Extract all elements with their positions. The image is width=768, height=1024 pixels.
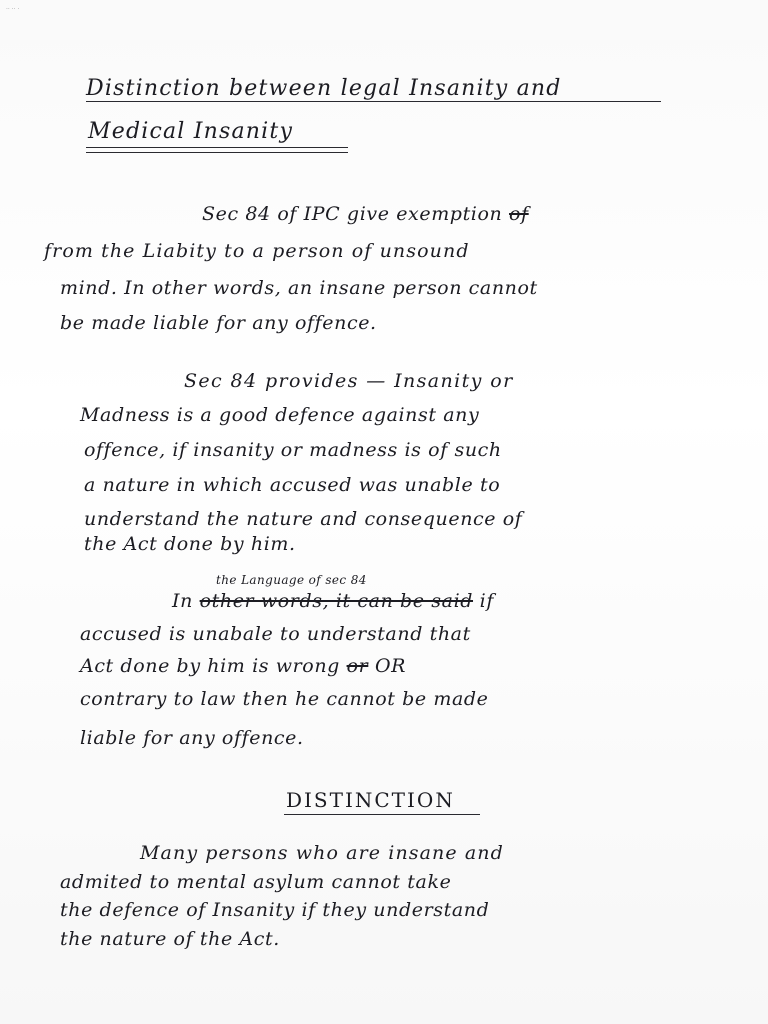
- title-underline-2: [86, 147, 348, 148]
- para4-line-2: admited to mental asylum cannot take: [60, 871, 452, 893]
- para2-line-1: Sec 84 provides — Insanity or: [184, 370, 514, 392]
- title-line-1: Distinction between legal Insanity and: [86, 76, 562, 101]
- para3-line-1: [172, 590, 494, 612]
- para3-line-3-b: OR: [374, 655, 407, 677]
- para3-struck-text: other words, it can be said: [199, 590, 474, 612]
- para3-line-4: contrary to law then he cannot be made: [80, 688, 489, 710]
- corner-mark: ·· ·· ·: [6, 6, 20, 13]
- para3-line-3-a: Act done by him is wrong: [80, 655, 340, 677]
- para3-line-3: [80, 655, 406, 677]
- para1-struck-word: of: [509, 203, 529, 225]
- para2-line-2: Madness is a good defence against any: [80, 404, 480, 426]
- para2-line-5: understand the nature and consequence of: [84, 508, 523, 530]
- para4-line-3: the defence of Insanity if they understand: [60, 899, 490, 921]
- para1-line-1: [202, 203, 529, 225]
- para2-line-6: the Act done by him.: [84, 533, 296, 555]
- para4-line-4: the nature of the Act.: [60, 928, 280, 950]
- para2-line-4: a nature in which accused was unable to: [84, 474, 501, 496]
- para3-line-1-start: In: [172, 590, 193, 612]
- para4-line-1: Many persons who are insane and: [140, 842, 504, 864]
- para1-line-1-text: Sec 84 of IPC give exemption: [202, 203, 503, 225]
- distinction-heading: DISTINCTION: [286, 788, 455, 812]
- para3-struck-or: or: [346, 655, 369, 677]
- distinction-underline: [284, 814, 480, 815]
- para3-insertion: the Language of sec 84: [216, 573, 367, 587]
- para3-line-2: accused is unabale to understand that: [80, 623, 471, 645]
- para3-line-5: liable for any offence.: [80, 727, 304, 749]
- para1-line-2: from the Liabity to a person of unsound: [44, 240, 470, 262]
- title-line-2: Medical Insanity: [88, 119, 294, 144]
- para1-line-4: be made liable for any offence.: [60, 312, 377, 334]
- title-underline-1: [86, 101, 661, 102]
- para2-line-3: offence, if insanity or madness is of such: [84, 439, 502, 461]
- para3-line-1-end: if: [479, 590, 494, 612]
- title-underline-2b: [86, 152, 348, 153]
- para1-line-3: mind. In other words, an insane person cannot: [60, 277, 538, 299]
